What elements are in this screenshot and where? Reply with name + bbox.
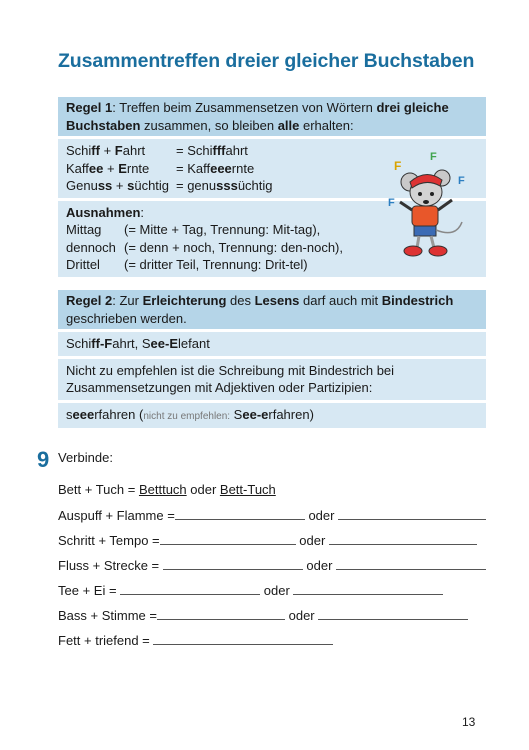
exercise-line: Fett + triefend = [58,633,333,648]
exercise-line: Bass + Stimme = oder [58,608,468,623]
rule-2-example: Schiff-Fahrt, See-Elefant [58,332,486,356]
rule-2-label: Regel 2 [66,293,113,308]
svg-text:F: F [394,159,402,173]
rule-2-example-2: seeerfahren (nicht zu empfehlen: See-erfahren) [58,403,486,429]
exception-line: Mittag (= Mitte + Tag, Trennung: Mit-tag), [66,222,321,237]
answer-blank[interactable] [160,533,296,545]
rule-1-text: zusammen, so bleiben [140,117,278,133]
answer-blank[interactable] [329,533,477,545]
rule-1-text: erhalten: [299,117,354,133]
rule-1-header [58,97,486,136]
exceptions-block: Ausnahmen: Mittag (= Mitte + Tag, Trennung: Mit-tag), dennoch (= denn + noch, Trennung: den-noch), Drittel (= dritter Teil, Trennung: Drit-tel) [58,201,486,277]
answer-blank[interactable] [153,633,333,645]
svg-text:F: F [388,197,395,209]
exceptions-label: Ausnahmen [66,204,141,220]
svg-text:F: F [430,151,437,163]
exercise-line: Auspuff + Flamme = oder [58,508,486,523]
example-line: Schiff + Fahrt = Schifffahrt [66,143,248,158]
answer-blank[interactable] [120,583,260,595]
answer-blank[interactable] [163,558,303,570]
rule-1-bold: drei gleiche [376,100,449,115]
rule-2-note: Nicht zu empfehlen ist die Schreibung mit Bindestrich bei Zusammensetzungen mit Adjektiven oder Partizipien: [58,359,486,400]
rule-1-text: : Treffen beim Zusammensetzen von Wörtern [112,100,377,115]
answer-blank[interactable] [175,508,305,520]
exception-line: Drittel (= dritter Teil, Trennung: Drit-tel) [66,257,308,272]
exception-line: dennoch (= denn + noch, Trennung: den-noch), [66,239,343,255]
example-line: Genuss + süchtig = genusssüchtig [66,178,273,193]
answer-blank[interactable] [338,508,486,520]
rule-1-bold: alle [277,117,300,133]
rule-2-box [58,290,486,428]
exercise-line: Fluss + Strecke = oder [58,558,486,573]
task-number: 9 [37,447,50,472]
example-line: Kaffee + Ernte = Kaffeeernte [66,160,255,176]
answer-blank[interactable] [318,608,468,620]
example-answer-line: Bett + Tuch = Betttuch oder Bett-Tuch [58,482,276,497]
page-number: 13 [462,715,476,729]
rule-1-label: Regel 1 [66,100,113,115]
rule-2-header: Regel 2: Zur Erleichterung des Lesens darf auch mit Bindestrich geschrieben werden. [58,290,486,329]
answer-blank[interactable] [336,558,486,570]
answer-blank[interactable] [157,608,285,620]
page-title: Zusammentreffen dreier gleicher Buchstaben [58,50,475,72]
task-label: Verbinde: [58,450,113,465]
exercise-line: Tee + Ei = oder [58,583,443,598]
mouse-juggling-illustration [384,148,474,260]
rule-1-bold: Buchstaben [66,117,141,133]
answer-blank[interactable] [293,583,443,595]
exercise-line: Schritt + Tempo = oder [58,533,477,548]
svg-text:F: F [458,175,465,187]
